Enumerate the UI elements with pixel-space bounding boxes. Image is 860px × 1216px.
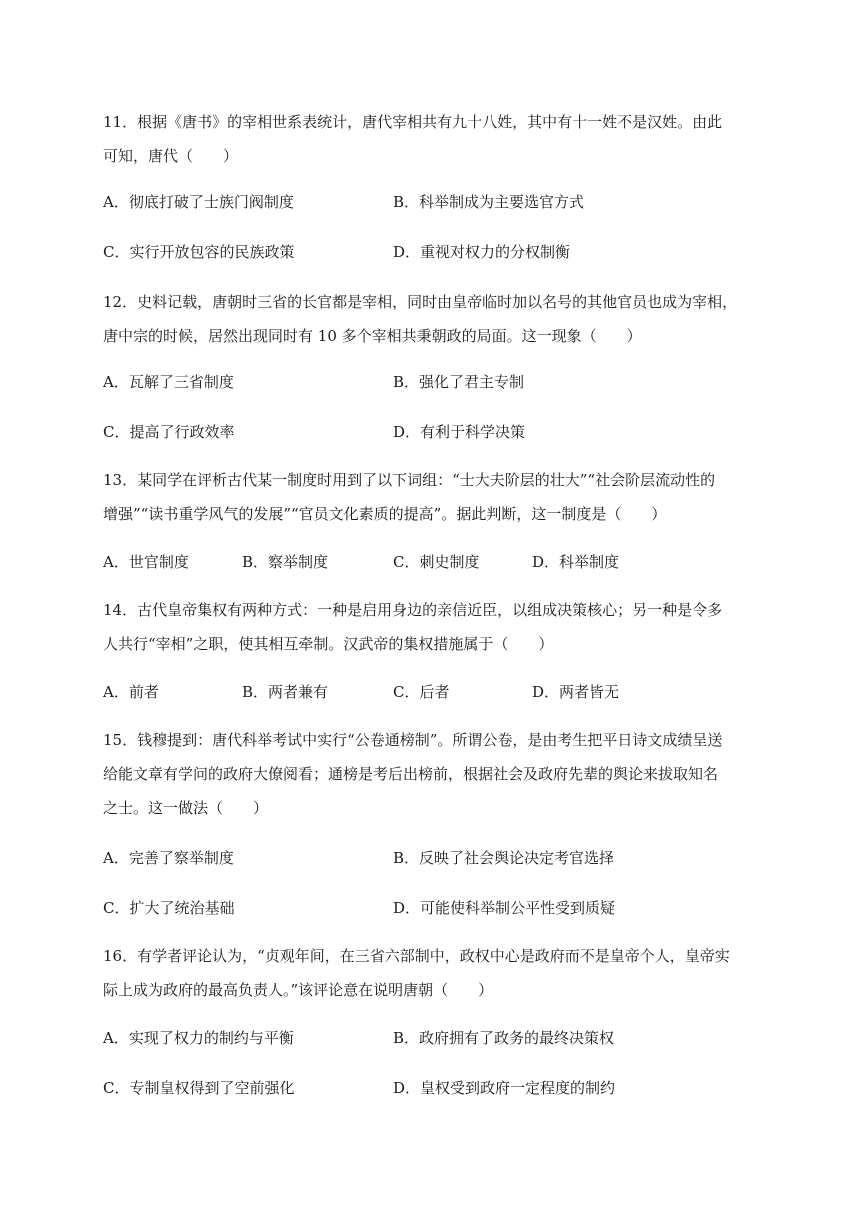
question-12-option-b: B．强化了君主专制 [393,373,525,391]
question-15-line-1: 15．钱穆提到：唐代科举考试中实行“公卷通榜制”。所谓公卷，是由考生把平日诗文成绩呈送 [103,731,723,749]
question-15-option-b: B．反映了社会舆论决定考官选择 [393,849,615,867]
question-15-option-a: A．完善了察举制度 [103,849,234,867]
question-12-option-c: C．提高了行政效率 [103,423,235,441]
question-12-line-1: 12．史料记载，唐朝时三省的长官都是宰相，同时由皇帝临时加以名号的其他官员也成为宰相， [103,293,738,311]
question-14-line-1: 14．古代皇帝集权有两种方式：一种是启用身边的亲信近臣，以组成决策核心；另一种是令多 [103,601,723,619]
question-15-option-c: C．扩大了统治基础 [103,899,235,917]
question-11-option-a: A．彻底打破了士族门阀制度 [103,193,294,211]
question-13-option-a: A．世官制度 [103,553,189,571]
question-11-line-1: 11．根据《唐书》的宰相世系表统计，唐代宰相共有九十八姓，其中有十一姓不是汉姓。由此 [103,113,723,131]
question-15-option-d: D．可能使科举制公平性受到质疑 [393,899,616,917]
question-16-line-1: 16．有学者评论认为，“贞观年间，在三省六部制中，政权中心是政府而不是皇帝个人，皇帝实 [103,947,730,965]
question-12-line-2: 唐中宗的时候，居然出现同时有 10 多个宰相共秉朝政的局面。这一现象（ ） [103,327,642,345]
question-12-option-d: D．有利于科学决策 [393,423,526,441]
question-14-option-c: C．后者 [393,683,450,701]
question-14-line-2: 人共行“宰相”之职，使其相互牵制。汉武帝的集权措施属于（ ） [103,635,554,653]
question-16-option-a: A．实现了权力的制约与平衡 [103,1029,294,1047]
question-12-option-a: A．瓦解了三省制度 [103,373,234,391]
question-16-line-2: 际上成为政府的最高负责人。”该评论意在说明唐朝（ ） [103,981,494,999]
question-14-option-b: B．两者兼有 [242,683,329,701]
question-14-option-d: D．两者皆无 [532,683,620,701]
question-11-option-c: C．实行开放包容的民族政策 [103,243,295,261]
question-16-option-b: B．政府拥有了政务的最终决策权 [393,1029,615,1047]
question-16-option-d: D．皇权受到政府一定程度的制约 [393,1079,616,1097]
question-13-option-c: C．刺史制度 [393,553,480,571]
question-15-line-3: 之士。这一做法（ ） [103,799,269,817]
question-15-line-2: 给能文章有学问的政府大僚阅看；通榜是考后出榜前，根据社会及政府先辈的舆论来拔取知名 [103,765,719,783]
question-11-option-b: B．科举制成为主要选官方式 [393,193,585,211]
question-11-line-2: 可知，唐代（ ） [103,147,239,165]
question-11-option-d: D．重视对权力的分权制衡 [393,243,571,261]
question-13-option-d: D．科举制度 [532,553,620,571]
question-13-option-b: B．察举制度 [242,553,329,571]
question-14-option-a: A．前者 [103,683,159,701]
question-13-line-1: 13．某同学在评析古代某一制度时用到了以下词组：“士大夫阶层的壮大”“社会阶层流动性的 [103,471,716,489]
question-16-option-c: C．专制皇权得到了空前强化 [103,1079,295,1097]
question-13-line-2: 增强”“读书重学风气的发展”“官员文化素质的提高”。据此判断，这一制度是（ ） [103,505,667,523]
